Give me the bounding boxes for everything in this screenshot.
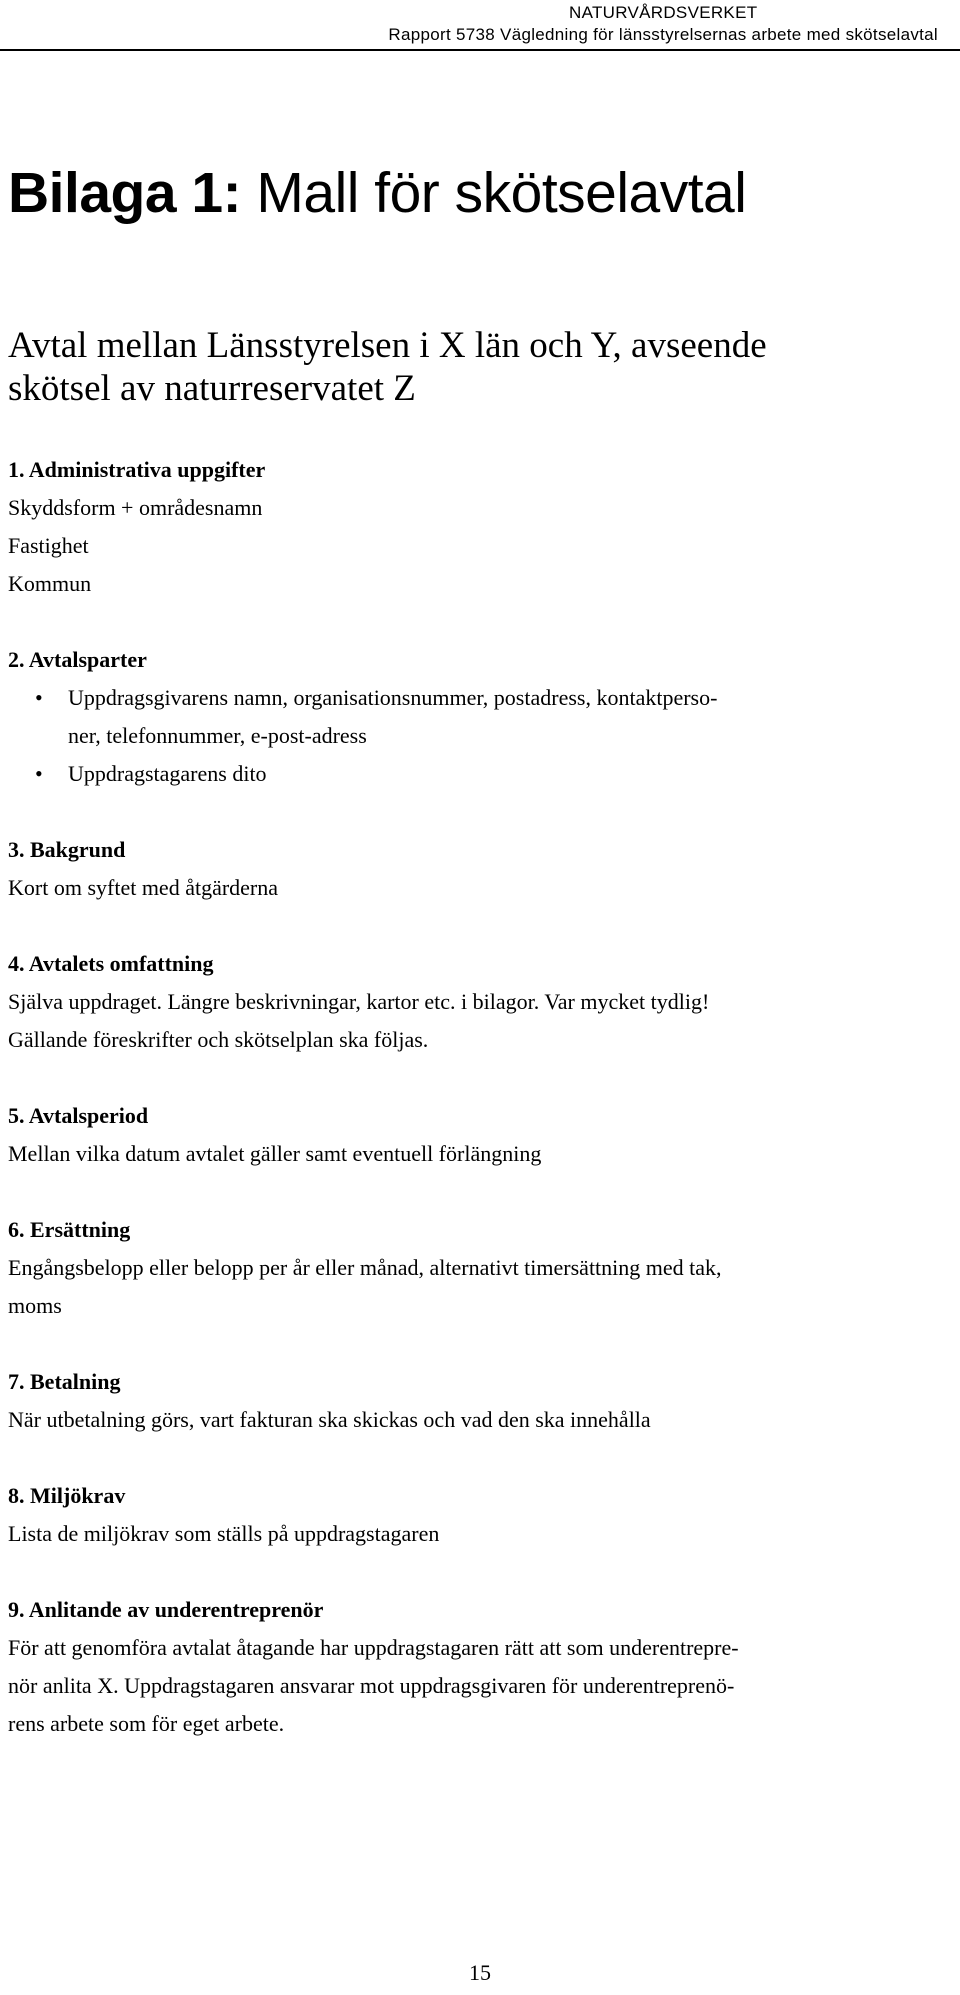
section-text — [8, 1249, 954, 1325]
header-report-title: Rapport 5738 Vägledning för länsstyrelsernas arbete med skötselavtal — [388, 25, 938, 44]
list-item — [8, 755, 954, 793]
header-org: NATURVÅRDSVERKET — [569, 3, 758, 22]
text-line: nör anlita X. Uppdragstagaren ansvarar mot uppdragsgivaren för underentreprenö- — [8, 1673, 735, 1698]
page-title-rest: Mall för skötselavtal — [241, 161, 747, 225]
page-title — [8, 158, 746, 228]
header-divider — [0, 49, 960, 51]
text-line: • Uppdragsgivarens namn, organisationsnummer, postadress, kontaktperso- — [68, 685, 718, 710]
section-text — [8, 1629, 954, 1743]
section-text — [8, 869, 954, 907]
section-scope — [8, 945, 954, 1059]
bullet-list — [8, 679, 954, 793]
text-line: För att genomföra avtalat åtagande har uppdragstagaren rätt att som underentrepre- — [8, 1635, 739, 1660]
section-text — [8, 1515, 954, 1553]
subtitle-line-2: skötsel av naturreservatet Z — [8, 368, 416, 409]
text-line: Mellan vilka datum avtalet gäller samt eventuell förlängning — [8, 1141, 542, 1166]
section-heading: 7. Betalning — [8, 1369, 121, 1394]
page-number: 15 — [469, 1960, 491, 1985]
section-heading: 4. Avtalets omfattning — [8, 951, 214, 976]
text-line: Kommun — [8, 571, 92, 596]
text-line: Skyddsform + områdesnamn — [8, 495, 263, 520]
section-text — [8, 1401, 954, 1439]
section-text — [8, 1135, 954, 1173]
section-heading: 2. Avtalsparter — [8, 647, 147, 672]
subtitle-line-1: Avtal mellan Länsstyrelsen i X län och Y, avseende — [8, 325, 767, 366]
text-line: Själva uppdraget. Längre beskrivningar, kartor etc. i bilagor. Var mycket tydlig! — [8, 989, 710, 1014]
section-administrative — [8, 451, 954, 603]
section-heading: 9. Anlitande av underentreprenör — [8, 1597, 324, 1622]
text-line: Gällande föreskrifter och skötselplan ska följas. — [8, 1027, 429, 1052]
agreement-subtitle — [8, 324, 767, 410]
section-subcontractor — [8, 1591, 954, 1743]
text-line: Kort om syftet med åtgärderna — [8, 875, 279, 900]
text-line: Fastighet — [8, 533, 89, 558]
section-environmental-requirements — [8, 1477, 954, 1553]
list-item — [8, 679, 954, 755]
text-line: rens arbete som för eget arbete. — [8, 1711, 285, 1736]
section-heading: 5. Avtalsperiod — [8, 1103, 149, 1128]
section-background — [8, 831, 954, 907]
section-parties — [8, 641, 954, 793]
section-payment — [8, 1363, 954, 1439]
section-period — [8, 1097, 954, 1173]
page-title-bold: Bilaga 1: — [8, 161, 242, 225]
document-body — [8, 451, 954, 1781]
section-heading: 6. Ersättning — [8, 1217, 131, 1242]
text-line: ner, telefonnummer, e-post-adress — [68, 723, 367, 748]
section-heading: 1. Administrativa uppgifter — [8, 457, 266, 482]
text-line: När utbetalning görs, vart fakturan ska skickas och vad den ska innehålla — [8, 1407, 651, 1432]
text-line: moms — [8, 1293, 62, 1318]
text-line: • Uppdragstagarens dito — [68, 761, 267, 786]
text-line: Engångsbelopp eller belopp per år eller månad, alternativt timersättning med tak, — [8, 1255, 722, 1280]
running-header — [388, 2, 938, 46]
section-text — [8, 489, 954, 603]
text-line: Lista de miljökrav som ställs på uppdragstagaren — [8, 1521, 440, 1546]
section-heading: 3. Bakgrund — [8, 837, 126, 862]
section-heading: 8. Miljökrav — [8, 1483, 126, 1508]
section-compensation — [8, 1211, 954, 1325]
section-text — [8, 983, 954, 1059]
